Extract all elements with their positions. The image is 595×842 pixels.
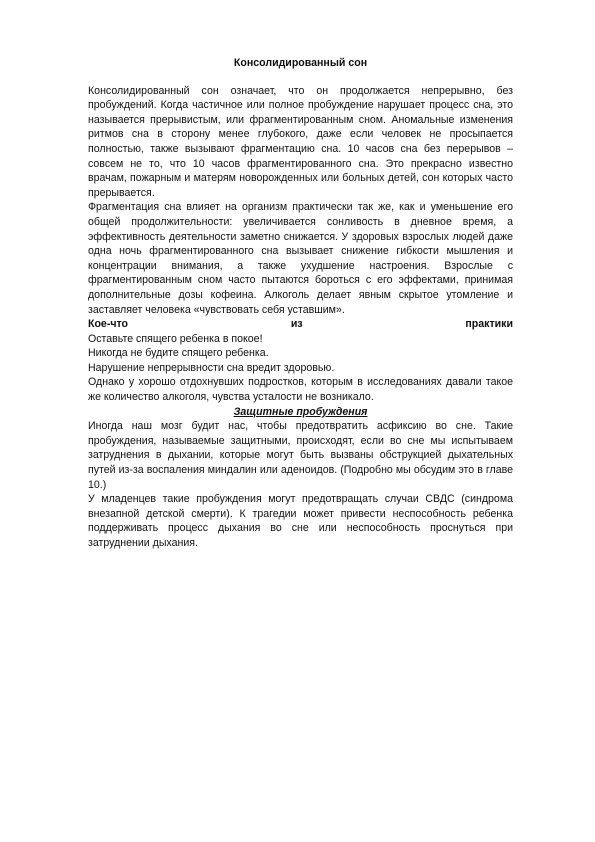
protective-subtitle: Защитные пробуждения (233, 405, 368, 418)
intro-paragraph-2: Фрагментация сна влияет на организм практически так же, как и уменьшение его общей продолжительности: увеличивается сонливость в дневное время, а эффективность деятельности заметно снижается. У здоровых взрослых людей даже одна ночь фрагментированного сна вызывает снижение гибкости мышления и концентрации внимания, а также ухудшение настроения. Взрослые с фрагментированным сном часто пытаются бороться с его эффектами, принимая дополнительные дозы кофеина. Алкоголь делает явным скрытое утомление и заставляет человека «чувствовать себя уставшим». (88, 201, 513, 316)
practice-paragraph: Однако у хорошо отдохнувших подростков, которым в исследованиях давали такое же количество алкоголя, чувства усталости не возникало. (88, 376, 513, 404)
document-title: Консолидированный сон (233, 57, 368, 69)
practice-heading (88, 317, 513, 332)
protective-paragraph-2: У младенцев такие пробуждения могут предотвращать случаи СВДС (синдрома внезапной детской смерти). К трагедии может привести неспособность ребенка поддерживать процесс дыхания во сне или неспособность проснуться при затруднении дыхания. (88, 493, 513, 549)
practice-line-3: Нарушение непрерывности сна вредит здоровью. (88, 361, 335, 374)
practice-heading-word-3: практики (465, 318, 513, 331)
document-page (88, 56, 513, 551)
practice-line-2: Никогда не будите спящего ребенка. (88, 347, 269, 360)
practice-heading-word-2: из (290, 318, 303, 331)
practice-heading-word-1: Кое-что (88, 318, 129, 331)
intro-paragraph-1: Консолидированный сон означает, что он продолжается непрерывно, без пробуждений. Когда частичное или полное пробуждение нарушает процесс сна, это называется прерывистым, или фрагментированным сном. Аномальные изменения ритмов сна в сторону менее глубокого, даже если человек не просыпается полностью, также вызывают фрагментацию сна. 10 часов сна без перерывов – совсем не то, что 10 часов фрагментированного сна. Это прекрасно известно врачам, пожарным и матерям новорожденных или больных детей, сон которых часто прерывается. (88, 84, 513, 199)
practice-line-1: Оставьте спящего ребенка в покое! (88, 332, 263, 345)
protective-paragraph-1: Иногда наш мозг будит нас, чтобы предотвратить асфиксию во сне. Такие пробуждения, называемые защитными, происходят, если во сне мы испытываем затруднения в дыхании, которые могут быть вызваны обструкцией дыхательных путей из-за воспаления миндалин или аденоидов. (Подробно мы обсудим это в главе 10.) (88, 420, 513, 491)
